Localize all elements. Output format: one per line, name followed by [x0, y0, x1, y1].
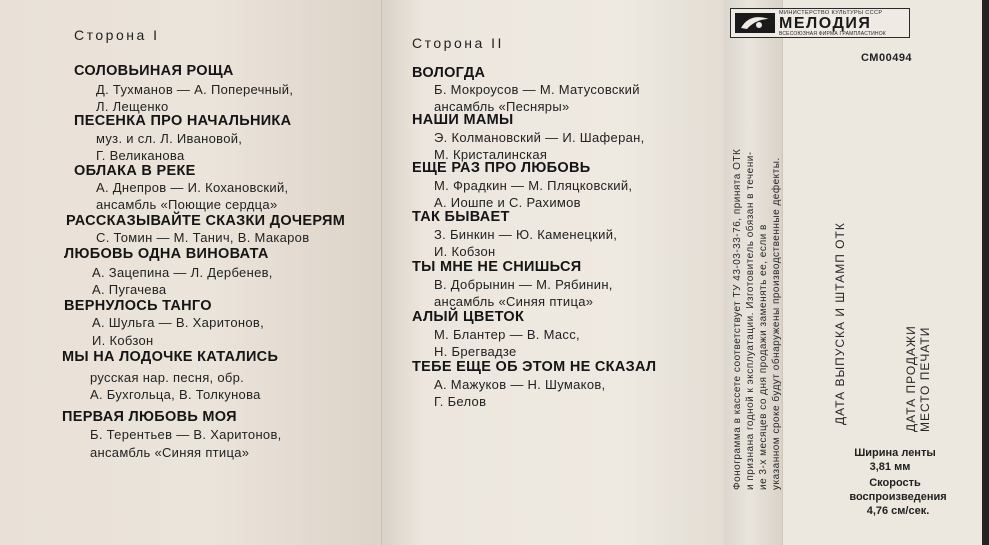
track-title: ВЕРНУЛОСЬ ТАНГО	[64, 298, 212, 314]
track-credit: З. Бинкин — Ю. Каменецкий,	[434, 227, 618, 242]
track-credit: М. Фрадкин — М. Пляцковский,	[434, 178, 633, 193]
track-title: НАШИ МАМЫ	[412, 112, 514, 128]
melodiya-emblem-icon	[735, 13, 775, 33]
track-credit: Г. Белов	[434, 394, 487, 409]
track-title: ВОЛОГДА	[412, 65, 486, 81]
track-credit: Б. Терентьев — В. Харитонов,	[90, 427, 282, 442]
seal-place-label: МЕСТО ПЕЧАТИ	[918, 326, 932, 432]
track-credit: В. Добрынин — М. Рябинин,	[434, 277, 613, 292]
side-a-heading: Сторона I	[74, 27, 160, 43]
track-credit: М. Блантер — В. Масс,	[434, 327, 580, 342]
track-title: РАССКАЗЫВАЙТЕ СКАЗКИ ДОЧЕРЯМ	[66, 213, 346, 229]
track-credit: муз. и сл. Л. Ивановой,	[96, 131, 243, 146]
legal-text-line: указанном сроке будут обнаружены производственные дефекты.	[771, 157, 782, 490]
legal-text-line: ие 3-х месяцев со дня продажи заменять ее, если в	[758, 224, 769, 490]
track-credit: М. Кристалинская	[434, 147, 548, 162]
logo-sub-text: ВСЕСОЮЗНАЯ ФИРМА ГРАМПЛАСТИНОК	[779, 31, 886, 37]
track-credit: Г. Великанова	[96, 148, 185, 163]
track-title: ЛЮБОВЬ ОДНА ВИНОВАТА	[64, 246, 269, 262]
track-credit: Э. Колмановский — И. Шаферан,	[434, 130, 645, 145]
track-credit: Б. Мокроусов — М. Матусовский	[434, 82, 640, 97]
legal-text-line: Фонограмма в кассете соответствует ТУ 43-03-33-76, принята ОТК	[732, 148, 743, 490]
track-credit: Д. Тухманов — А. Поперечный,	[96, 82, 294, 97]
side-b-heading: Сторона II	[412, 35, 504, 51]
track-title: ОБЛАКА В РЕКЕ	[74, 163, 196, 179]
speed-value: 4,76 см/сек.	[866, 505, 930, 517]
speed-label-2: воспроизведения	[849, 491, 947, 503]
track-credit: А. Иошпе и С. Рахимов	[434, 195, 581, 210]
track-credit: И. Кобзон	[434, 244, 496, 259]
tape-width-value: 3,81 мм	[869, 461, 911, 473]
track-credit: И. Кобзон	[92, 333, 154, 348]
track-credit: А. Пугачева	[92, 282, 167, 297]
track-credit: А. Зацепина — Л. Дербенев,	[92, 265, 273, 280]
track-credit: ансамбль «Синяя птица»	[434, 294, 594, 309]
catalog-number: СМ00494	[861, 52, 913, 64]
track-title: ТАК БЫВАЕТ	[412, 209, 510, 225]
legal-text-line: и признана годной к эксплуатации. Изготовитель обязан в течени-	[745, 151, 756, 490]
logo-name: МЕЛОДИЯ	[779, 15, 872, 32]
track-credit: Н. Брегвадзе	[434, 344, 517, 359]
track-title: ПЕРВАЯ ЛЮБОВЬ МОЯ	[62, 409, 237, 425]
track-title: АЛЫЙ ЦВЕТОК	[412, 309, 525, 325]
track-credit: А. Шульга — В. Харитонов,	[92, 315, 265, 330]
logo-top-text: МИНИСТЕРСТВО КУЛЬТУРЫ СССР	[779, 10, 883, 16]
track-title: ТЕБЕ ЕЩЕ ОБ ЭТОМ НЕ СКАЗАЛ	[412, 359, 657, 375]
track-title: ЕЩЕ РАЗ ПРО ЛЮБОВЬ	[412, 160, 591, 176]
track-credit: С. Томин — М. Танич, В. Макаров	[96, 230, 310, 245]
track-title: СОЛОВЬИНАЯ РОЩА	[74, 63, 234, 79]
track-title: ТЫ МНЕ НЕ СНИШЬСЯ	[412, 259, 582, 275]
track-credit: ансамбль «Песняры»	[434, 99, 570, 114]
tape-width-label: Ширина ленты	[854, 447, 936, 459]
side-a-panel	[0, 0, 383, 545]
track-title: МЫ НА ЛОДОЧКЕ КАТАЛИСЬ	[62, 349, 279, 365]
melodiya-logo	[730, 8, 910, 38]
release-date-stamp-label: ДАТА ВЫПУСКА И ШТАМП ОТК	[833, 222, 847, 425]
track-credit: А. Днепров — И. Кохановский,	[96, 180, 289, 195]
track-credit: русская нар. песня, обр.	[90, 370, 245, 385]
track-credit: Л. Лещенко	[96, 99, 169, 114]
speed-label: Скорость	[869, 477, 921, 489]
track-credit: ансамбль «Синяя птица»	[90, 445, 250, 460]
sale-date-label: ДАТА ПРОДАЖИ	[904, 325, 918, 432]
track-credit: ансамбль «Поющие сердца»	[96, 197, 278, 212]
side-b-panel	[381, 0, 724, 545]
track-title: ПЕСЕНКА ПРО НАЧАЛЬНИКА	[74, 113, 292, 129]
track-credit: А. Мажуков — Н. Шумаков,	[434, 377, 606, 392]
track-credit: А. Бухгольца, В. Толкунова	[90, 387, 261, 402]
fold-line	[782, 0, 783, 545]
